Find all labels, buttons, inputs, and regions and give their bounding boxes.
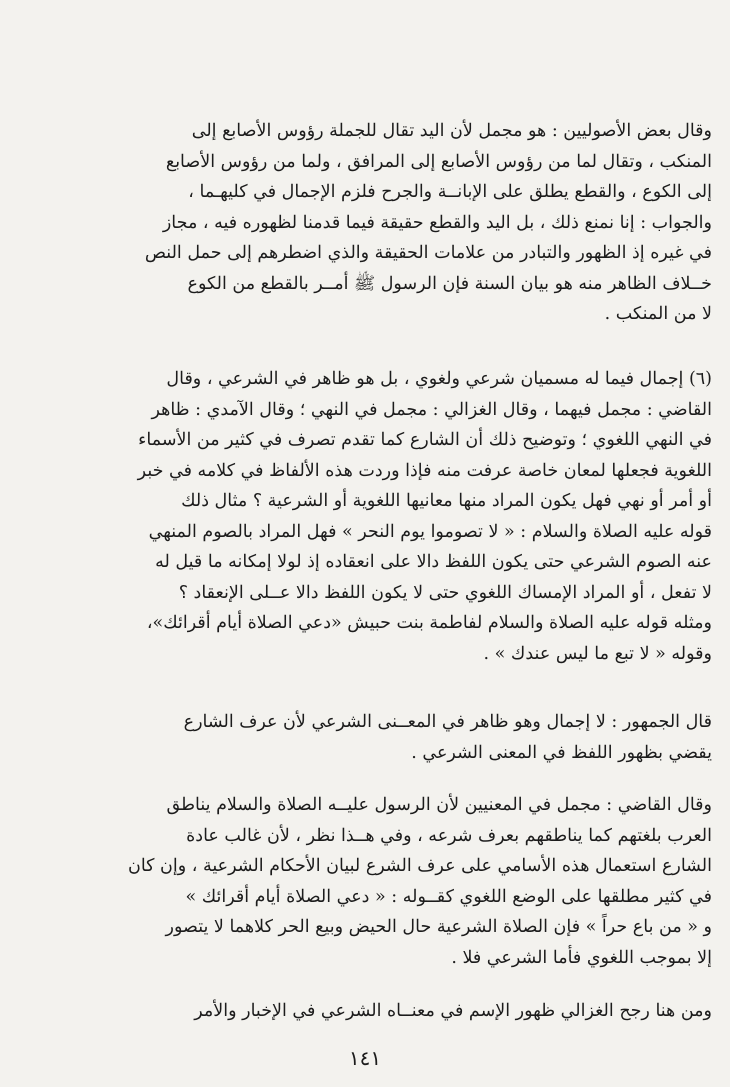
- text-line: لا تفعل ، أو المراد الإمساك اللغوي حتى لا يكون اللفظ دالا عــلى الإنعقاد ؟: [178, 582, 712, 603]
- text-line: (٦) إجمال فيما له مسميان شرعي ولغوي ، بل هو ظاهر في الشرعي ، وقال: [166, 369, 712, 389]
- text-line: في غيره إذ الظهور والتبادر من علامات الحقيقة والذي اضطرهم إلى حمل النص: [144, 243, 712, 263]
- text-line: قوله عليه الصلاة والسلام : « لا تصوموا يوم النحر » فهل المراد بالصوم المنهي: [148, 521, 712, 542]
- text-line: الشارع استعمال هذه الأسامي على عرف الشرع لبيان الأحكام الشرعية ، وإن كان: [127, 856, 712, 876]
- text-line: اللغوية فجعلها لمعان خاصة عرفت منه فإذا وردت هذه الألفاظ في كلامه في خبر: [137, 460, 712, 481]
- text-line: يقضي بظهور اللفظ في المعنى الشرعي .: [411, 742, 712, 763]
- text-line: في كثير مطلقها على الوضع اللغوي كقــوله : « دعي الصلاة أيام أقرائك »: [185, 886, 712, 907]
- text-line: والجواب : إنا نمنع ذلك ، بل اليد والقطع حقيقة فيما قدمنا لظهوره فيه ، مجاز: [162, 212, 712, 233]
- text-line: عنه الصوم الشرعي حتى يكون اللفظ دالا على انعقاده إذ لولا إمكانه ما قيل له: [155, 552, 712, 572]
- text-line: وقال بعض الأصوليين : هو مجمل لأن اليد تقال للجملة رؤوس الأصابع إلى: [191, 121, 712, 141]
- text-line: وقال القاضي : مجمل في المعنيين لأن الرسول عليــه الصلاة والسلام يناطق: [166, 795, 712, 815]
- text-line: المنكب ، وتقال لما من رؤوس الأصابع إلى المرافق ، ولما من رؤوس الأصابع: [165, 151, 712, 172]
- paragraph-1: [48, 116, 712, 330]
- text-line: في النهي اللغوي ؛ وتوضيح ذلك أن الشارع كما تقدم تصرف في كثير من الأسماء: [138, 430, 712, 450]
- text-line: القاضي : مجمل فيهما ، وقال الغزالي : مجمل في النهي ؛ وقال الآمدي : ظاهر: [151, 399, 712, 420]
- text-line: لا من المنكب .: [604, 304, 712, 324]
- paragraph-3: [48, 707, 712, 768]
- text-line: إلى الكوع ، والقطع يطلق على الإبانــة والجرح فلزم الإجمال في كليهـما ،: [188, 182, 712, 202]
- text-line: خــلاف الظاهر منه هو بيان السنة فإن الرسول ﷺ أمــر بالقطع من الكوع: [187, 273, 712, 294]
- paragraph-4: [48, 790, 712, 973]
- text-line: قال الجمهور : لا إجمال وهو ظاهر في المعــنى الشرعي لأن عرف الشارع: [183, 712, 712, 732]
- paragraph-5: [48, 996, 712, 1027]
- text-line: أو أمر أو نهي فهل يكون المراد منها معانيها اللغوية أو الشرعية ؟ مثال ذلك: [181, 491, 712, 511]
- page-number: ١٤١: [348, 1046, 382, 1070]
- text-line: وقوله « لا تبع ما ليس عندك » .: [483, 643, 712, 664]
- text-line: ومثله قوله عليه الصلاة والسلام لفاطمة بنت حبيش «دعي الصلاة أيام أقرائك»،: [146, 613, 712, 633]
- text-line: ومن هنا رجح الغزالي ظهور الإسم في معنــاه الشرعي في الإخبار والأمر: [194, 1001, 712, 1021]
- text-line: العرب بلغتهم كما يناطقهم بعرف شرعه ، وفي هــذا نظر ، لأن غالب عادة: [186, 825, 712, 846]
- text-line: إلا بموجب اللغوي فأما الشرعي فلا .: [451, 947, 712, 968]
- text-line: و « من باع حراً » فإن الصلاة الشرعية حال الحيض وبيع الحر كلاهما لا يتصور: [165, 917, 712, 937]
- paragraph-2: [48, 364, 712, 669]
